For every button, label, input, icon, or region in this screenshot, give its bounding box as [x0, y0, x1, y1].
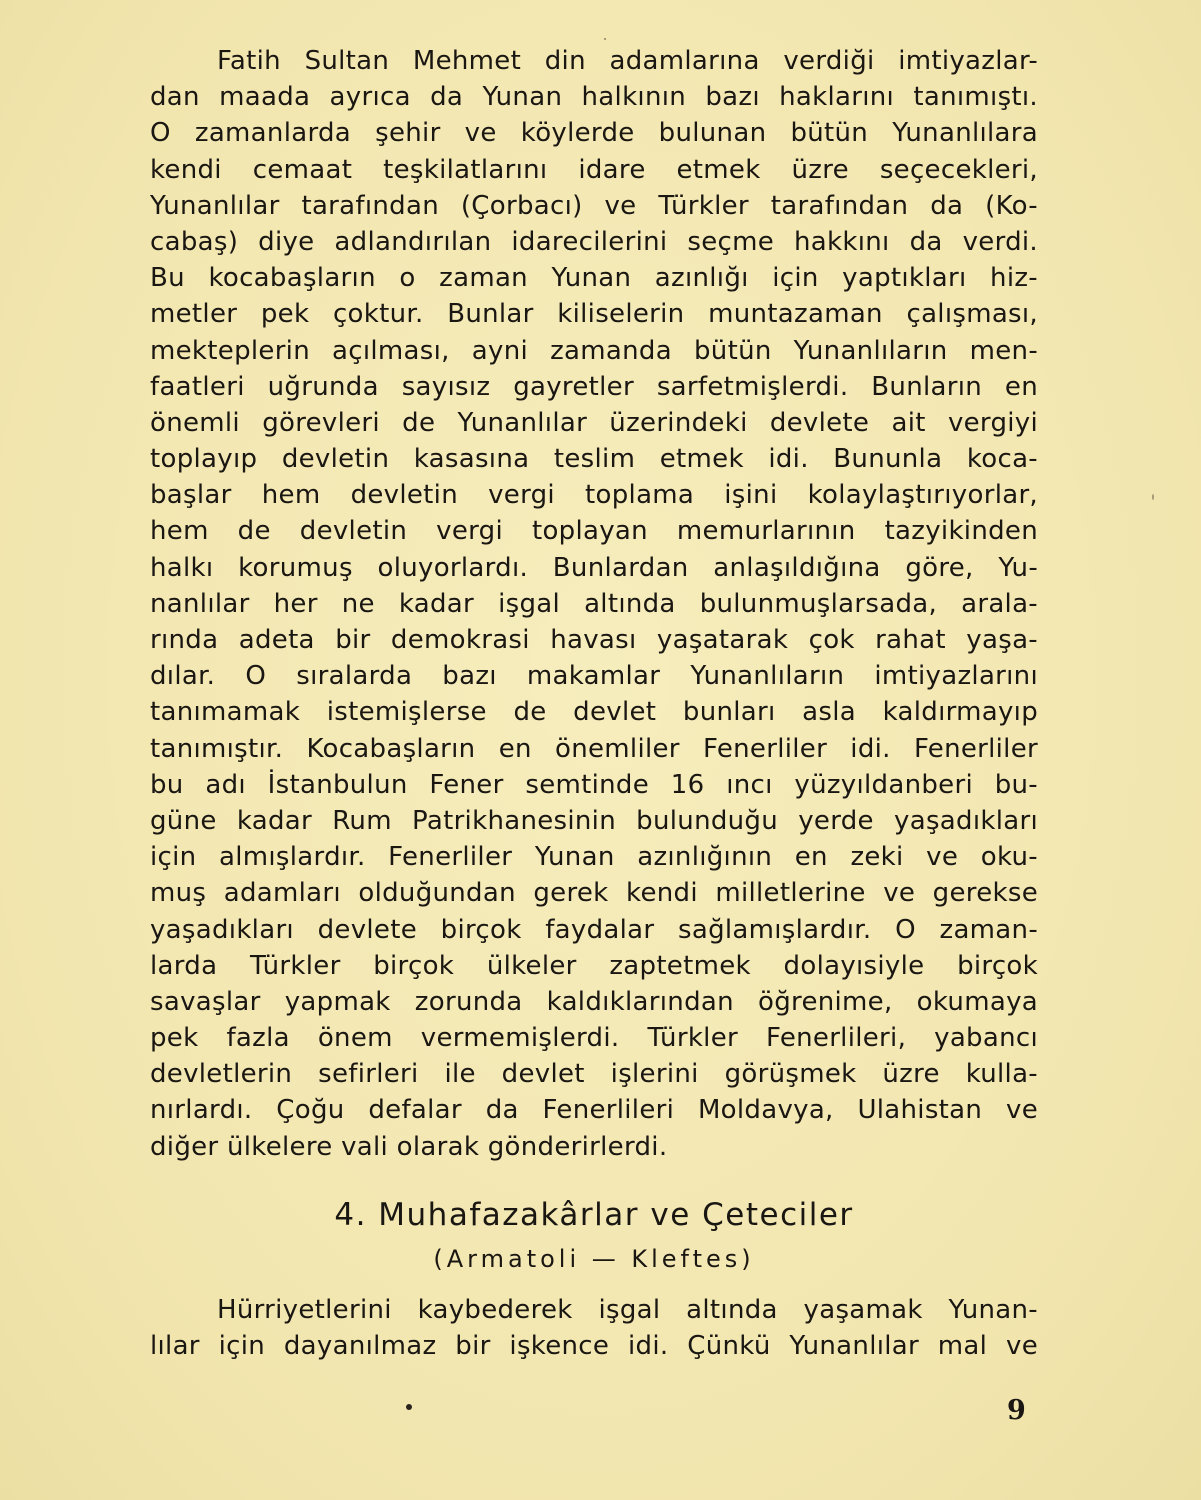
text-line: devletlerin sefirleri ile devlet işlerini görüşmek üzre kulla-: [150, 1059, 1038, 1090]
body-paragraph-1: [150, 43, 1038, 1165]
text-line: nırlardı. Çoğu defalar da Fenerlileri Moldavya, Ulahistan ve: [150, 1095, 1038, 1126]
text-line: başlar hem devletin vergi toplama işini kolaylaştırıyorlar,: [150, 480, 1038, 511]
text-line: tanımamak istemişlerse de devlet bunları asla kaldırmayıp: [150, 697, 1038, 728]
text-line: Yunanlılar tarafından (Çorbacı) ve Türkler tarafından da (Ko-: [150, 190, 1038, 221]
text-line: muş adamları olduğundan gerek kendi milletlerine ve gerekse: [150, 878, 1038, 909]
body-paragraph-2: [150, 1292, 1038, 1364]
ink-speck: [604, 38, 606, 40]
text-line: lılar için dayanılmaz bir işkence idi. Çünkü Yunanlılar mal ve: [150, 1331, 1038, 1362]
text-line: yaşadıkları devlete birçok faydalar sağlamışlardır. O zaman-: [150, 914, 1038, 945]
text-line: tanımıştır. Kocabaşların en önemliler Fenerliler idi. Fenerliler: [150, 733, 1038, 764]
text-line: nanlılar her ne kadar işgal altında bulunmuşlarsada, arala-: [150, 588, 1038, 619]
text-line: diğer ülkelere vali olarak gönderirlerdi.: [150, 1131, 668, 1162]
text-line: için almışlardır. Fenerliler Yunan azınlığının en zeki ve oku-: [150, 842, 1038, 873]
text-line: cabaş) diye adlandırılan idarecilerini seçme hakkını da verdi.: [150, 226, 1038, 257]
text-line: Bu kocabaşların o zaman Yunan azınlığı için yaptıkları hiz-: [150, 263, 1038, 294]
text-line: Fatih Sultan Mehmet din adamlarına verdiği imtiyazlar-: [217, 46, 1038, 76]
text-line: faatleri uğrunda sayısız gayretler sarfetmişlerdi. Bunların en: [150, 371, 1038, 402]
text-line: larda Türkler birçok ülkeler zaptetmek dolayısiyle birçok: [150, 950, 1038, 981]
text-line: bu adı İstanbulun Fener semtinde 16 ıncı yüzyıldanberi bu-: [150, 769, 1038, 800]
ink-speck: [406, 1404, 412, 1410]
text-line: metler pek çoktur. Bunlar kiliselerin muntazaman çalışması,: [150, 299, 1038, 330]
section-subtitle: (Armatoli — Kleftes): [433, 1245, 755, 1273]
text-line: halkı korumuş oluyorlardı. Bunlardan anlaşıldığına göre, Yu-: [150, 552, 1038, 583]
text-line: güne kadar Rum Patrikhanesinin bulunduğu yerde yaşadıkları: [150, 805, 1038, 836]
text-line: hem de devletin vergi toplayan memurlarının tazyikinden: [150, 516, 1038, 547]
text-line: savaşlar yapmak zorunda kaldıklarından öğrenime, okumaya: [150, 986, 1038, 1017]
section-heading: 4. Muhafazakârlar ve Çeteciler: [334, 1197, 854, 1233]
text-line: mekteplerin açılması, ayni zamanda bütün Yunanlıların men-: [150, 335, 1038, 366]
text-line: rında adeta bir demokrasi havası yaşatarak çok rahat yaşa-: [150, 625, 1038, 655]
text-line: kendi cemaat teşkilatlarını idare etmek üzre seçecekleri,: [150, 154, 1038, 185]
text-line: dılar. O sıralarda bazı makamlar Yunanlıların imtiyazlarını: [150, 661, 1038, 692]
page-number: 9: [1007, 1395, 1026, 1426]
text-line: dan maada ayrıca da Yunan halkının bazı haklarını tanımıştı.: [150, 82, 1038, 113]
text-line: O zamanlarda şehir ve köylerde bulunan bütün Yunanlılara: [150, 118, 1038, 149]
text-line: pek fazla önem vermemişlerdi. Türkler Fenerlileri, yabancı: [150, 1023, 1038, 1054]
text-line: önemli görevleri de Yunanlılar üzerindeki devlete ait vergiyi: [150, 407, 1038, 438]
text-line: Hürriyetlerini kaybederek işgal altında yaşamak Yunan-: [217, 1295, 1038, 1325]
ink-speck: [1152, 494, 1154, 500]
text-line: toplayıp devletin kasasına teslim etmek idi. Bununla koca-: [150, 444, 1038, 475]
